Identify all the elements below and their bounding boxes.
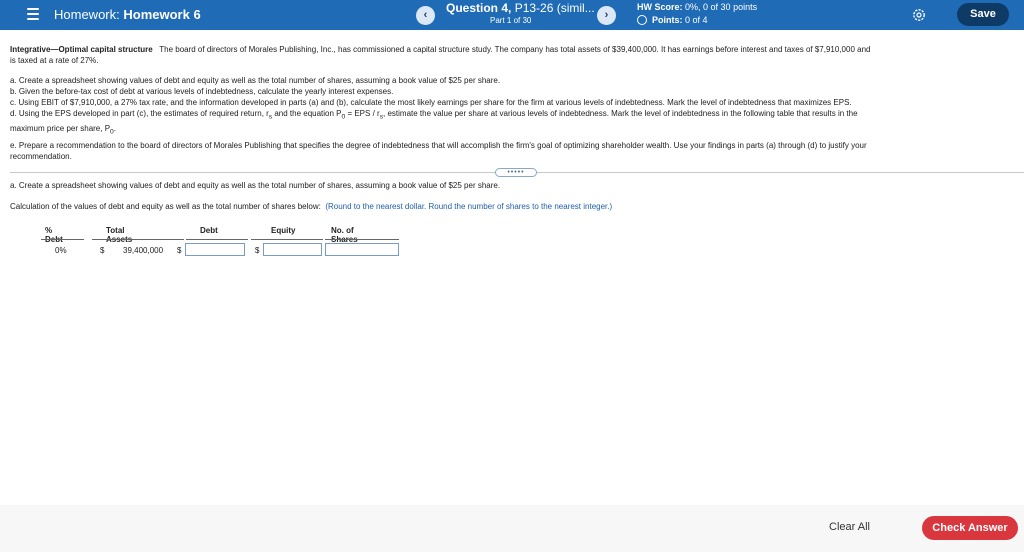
question-number: Question 4, — [446, 1, 512, 15]
cell-debt-currency: $ — [177, 246, 182, 255]
check-answer-button[interactable]: Check Answer — [922, 516, 1018, 540]
part-a-prompt: a. Create a spreadsheet showing values of debt and equity as well as the total number of shares, assuming a book value of $25 per share. — [10, 181, 501, 190]
points — [637, 15, 708, 25]
item-d-text-1: d. Using the EPS developed in part (c), the estimates of required return, r — [10, 109, 269, 118]
problem-title: Integrative—Optimal capital structure — [10, 45, 153, 54]
debt-input[interactable] — [185, 243, 245, 256]
cell-equity-currency: $ — [255, 246, 260, 255]
calculation-instructions — [10, 202, 612, 211]
expand-handle[interactable]: ••••• — [495, 168, 537, 177]
hw-score-label: HW Score: — [637, 2, 683, 12]
circle-icon — [637, 15, 647, 25]
menu-icon[interactable] — [27, 8, 39, 20]
footer-bar — [0, 505, 1024, 552]
hw-score-value: 0%, 0 of 30 points — [685, 2, 758, 12]
clear-all-button[interactable]: Clear All — [829, 521, 870, 533]
header-equity: Equity — [271, 226, 296, 235]
points-label: Points: — [652, 15, 683, 25]
item-a: a. Create a spreadsheet showing values of debt and equity as well as the total number of shares, assuming a book value of $25 per share. — [10, 76, 501, 85]
question-title — [446, 1, 595, 15]
item-d-continued — [10, 123, 1018, 138]
item-d — [10, 108, 1018, 123]
item-e — [10, 140, 1018, 162]
question-part: Part 1 of 30 — [490, 16, 532, 25]
item-d-sub-0: 0 — [341, 113, 346, 121]
item-d-sub-s2: s — [379, 113, 384, 121]
intro-line-1: The board of directors of Morales Publishing, Inc., has commissioned a capital structure study. The company has total assets of $39,400,000. It has earnings before interest and taxes of $7,910,000 and — [159, 45, 871, 54]
header-underline — [251, 239, 323, 240]
shares-input[interactable] — [325, 243, 399, 256]
item-e-text-2: recommendation. — [10, 152, 72, 162]
item-d-sub-s: s — [268, 113, 273, 121]
top-bar — [0, 0, 1024, 30]
homework-title — [54, 7, 201, 22]
cell-pct-debt: 0% — [55, 246, 67, 255]
item-d-text-3: = EPS / r — [345, 109, 380, 118]
problem-statement — [10, 44, 1018, 162]
cell-total-assets: 39,400,000 — [123, 246, 164, 255]
item-d-text-6: . — [113, 123, 116, 133]
item-d-text-2: and the equation P — [272, 109, 342, 118]
points-value: 0 of 4 — [685, 15, 708, 25]
header-underline — [186, 239, 248, 240]
next-question-button[interactable]: › — [597, 6, 616, 25]
item-d-text-4: , estimate the value per share at various levels of indebtedness. Mark the level of indebtedness in the following table that results in the — [383, 109, 858, 118]
problem-items — [10, 75, 1018, 162]
gear-icon[interactable] — [911, 7, 927, 23]
calc-hint: (Round to the nearest dollar. Round the number of shares to the nearest integer.) — [325, 202, 613, 211]
question-code: P13-26 (simil... — [514, 1, 595, 15]
item-c: c. Using EBIT of $7,910,000, a 27% tax rate, and the information developed in parts (a) and (b), calculate the most likely earnings per share for the firm at various levels of indebtedness. Mark the level of indebtedness that maximizes EPS. — [10, 98, 852, 107]
homework-name: Homework 6 — [123, 7, 201, 22]
item-d-text-5: maximum price per share, P — [10, 123, 111, 133]
header-underline — [325, 239, 399, 240]
problem-intro — [10, 44, 1018, 66]
item-d-sub-0b: 0 — [110, 128, 114, 136]
cell-assets-currency: $ — [100, 246, 105, 255]
header-shares: No. of — [331, 226, 354, 235]
header-debt: Debt — [200, 226, 218, 235]
save-button[interactable]: Save — [957, 3, 1009, 26]
header-underline — [92, 239, 184, 240]
header-underline — [41, 239, 84, 240]
item-b: b. Given the before-tax cost of debt at various levels of indebtedness, calculate the yearly interest expenses. — [10, 87, 394, 96]
equity-input[interactable] — [263, 243, 322, 256]
header-pct-debt: % — [45, 226, 53, 235]
intro-line-2: is taxed at a rate of 27%. — [10, 56, 99, 65]
homework-label: Homework: — [54, 7, 120, 22]
item-e-text-1: e. Prepare a recommendation to the board of directors of Morales Publishing that specifies the degree of indebtedness that will accomplish the firm's goal of optimizing shareholder wealth. Use your findings in parts (a) through (d) to justify your — [10, 141, 867, 151]
calc-text: Calculation of the values of debt and equity as well as the total number of shares below: — [10, 202, 321, 211]
previous-question-button[interactable]: ‹ — [416, 6, 435, 25]
header-total-assets: Total — [106, 226, 125, 235]
hw-score — [637, 2, 757, 12]
